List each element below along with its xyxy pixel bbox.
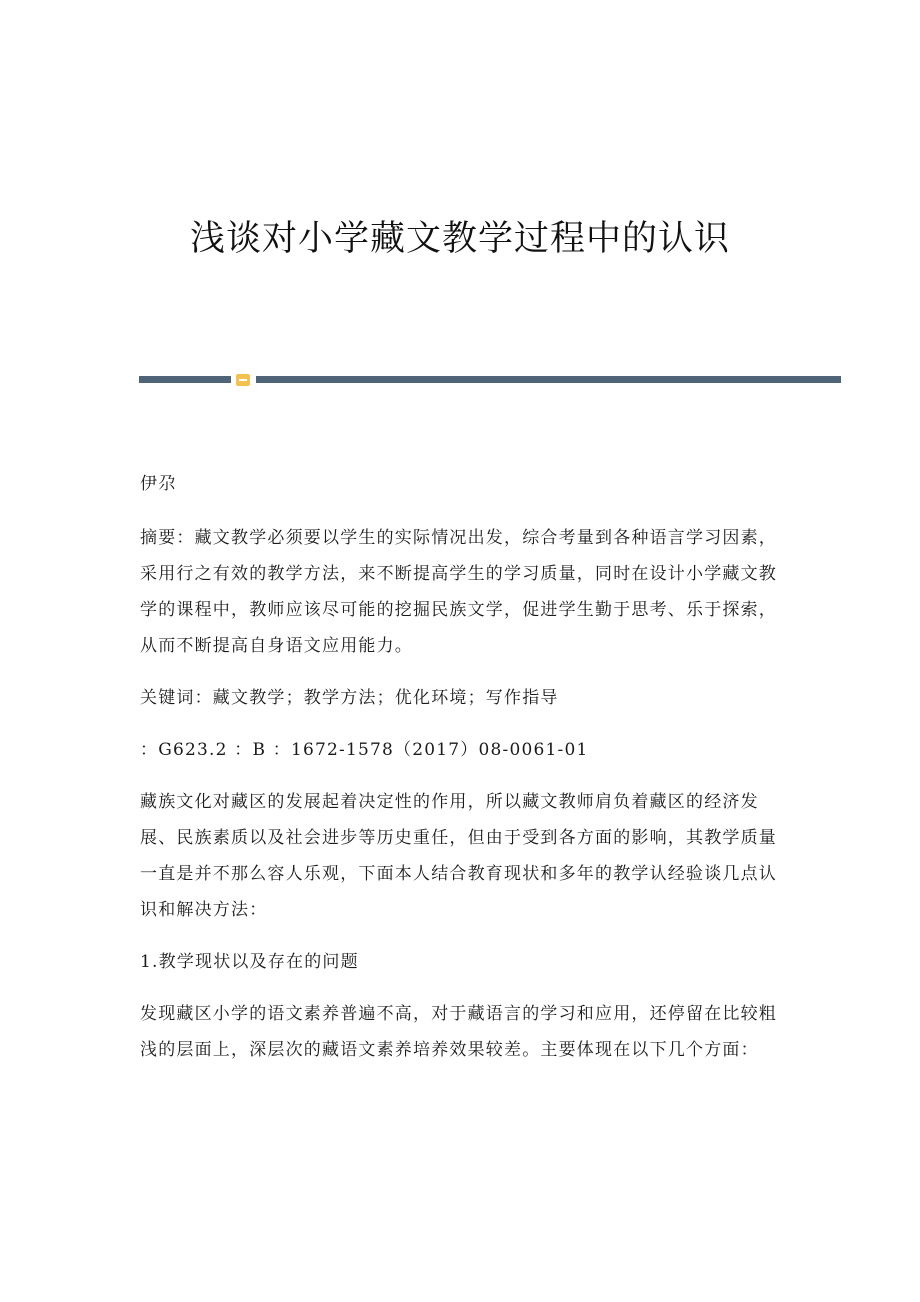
divider-bar-right: [256, 376, 841, 383]
abstract: 摘要：藏文教学必须要以学生的实际情况出发，综合考量到各种语言学习因素，采用行之有效的教学方法，来不断提高学生的学习质量，同时在设计小学藏文教学的课程中，教师应该尽可能的挖掘民族文学，促进学生勤于思考、乐于探索，从而不断提高自身语文应用能力。: [140, 528, 777, 656]
classification-numbers: ：G623.2 ：B ：1672-1578（2017）08-0061-01: [140, 740, 589, 760]
section-heading: 1.教学现状以及存在的问题: [140, 952, 359, 972]
intro-paragraph: 藏族文化对藏区的发展起着决定性的作用，所以藏文教师肩负着藏区的经济发展、民族素质以及社会进步等历史重任，但由于受到各方面的影响，其教学质量一直是并不那么容人乐观，下面本人结合教育现状和多年的教学认经验谈几点认识和解决方法：: [140, 792, 777, 920]
author: 伊尕: [140, 474, 177, 494]
title-divider: [139, 374, 841, 386]
document-title: 浅谈对小学藏文教学过程中的认识: [189, 219, 730, 259]
divider-accent-icon: [236, 374, 250, 386]
document-body: [140, 466, 780, 1068]
section-paragraph: 发现藏区小学的语文素养普遍不高，对于藏语言的学习和应用，还停留在比较粗浅的层面上，深层次的藏语文素养培养效果较差。主要体现在以下几个方面：: [140, 1004, 777, 1060]
keywords: 关键词：藏文教学；教学方法；优化环境；写作指导: [140, 688, 559, 708]
divider-bar-left: [139, 376, 231, 383]
